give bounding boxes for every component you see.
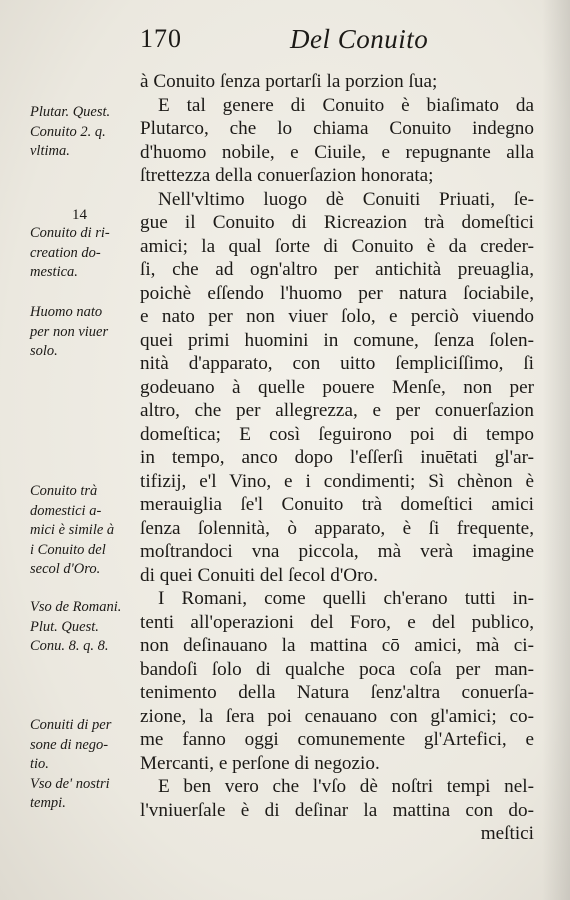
margin-note-line: vltima. [30, 143, 70, 160]
text-line: quei primi huomini in comune, ſenza ſolen- [140, 329, 534, 351]
page-header [140, 20, 440, 60]
margin-note-line: mici è simile à [30, 522, 115, 539]
text-line: altro, che per allegrezza, e per conuerſazion [140, 400, 534, 421]
margin-note-line: Plutar. Quest. [30, 104, 111, 120]
section-number: 14 [72, 207, 87, 223]
running-title: Del Conuito [290, 24, 429, 54]
margin-note-line: Conuiti di per [30, 717, 112, 733]
margin-note-recreation [30, 224, 138, 283]
text-line: ſenza ſolennità, ò apparato, è ſi frequente, [140, 517, 534, 539]
margin-note-line: Plut. Quest. [30, 618, 99, 635]
margin-note-social-man [30, 303, 138, 362]
text-line: d'huomo nobile, e Ciuile, e repugnante alla [140, 141, 534, 163]
margin-note-line: per non viuer [30, 323, 109, 340]
text-line: amici; la qual ſorte di Conuito è da creder- [140, 235, 534, 257]
text-line: di quei Conuiti del ſecol d'Oro. [140, 564, 378, 586]
text-line: Mercanti, e perſone di negozio. [140, 752, 380, 774]
text-line: zione, la ſera poi cenauano con gl'amici; co- [140, 705, 534, 727]
main-text-block [140, 70, 534, 846]
margin-note-business [30, 716, 138, 814]
text-line: bandoſi ſolo di qualche poca coſa per man- [140, 658, 534, 680]
text-line: non deſinauano la mattina cō amici, mà ci- [140, 635, 534, 656]
text-line: Plutarco, che lo chiama Conuito indegno [140, 118, 534, 139]
text-line: in tempo, anco dopo l'eſſerſi inuētati gl'ar- [140, 447, 534, 468]
margin-note-line: secol d'Oro. [30, 561, 101, 578]
text-line: gue il Conuito di Ricreazion trà domeſtici [140, 212, 534, 233]
margin-note-line: Huomo nato [30, 304, 103, 320]
text-line: I Romani, come quelli ch'erano tutti in- [158, 588, 534, 609]
text-line: à Conuito ſenza portarſi la porzion ſua; [140, 71, 438, 92]
margin-note-line: sone di nego- [30, 736, 109, 753]
text-line: E ben vero che l'vſo dè noſtri tempi nel- [158, 776, 534, 797]
margin-note-line: i Conuito del [30, 541, 106, 558]
margin-note-line: tempi. [30, 795, 66, 812]
text-line: Nell'vltimo luogo dè Conuiti Priuati, ſe- [158, 188, 534, 210]
text-line: tenimento della Natura ſenz'altra conuerſa- [140, 682, 534, 703]
text-line: tifizij, e'l Vino, e i condimenti; Sì chènon è [140, 470, 534, 492]
margin-note-line: domestici a- [30, 502, 102, 519]
margin-note-golden-age [30, 482, 138, 580]
text-line: poichè eſſendo l'huomo per natura ſociabile, [140, 282, 534, 304]
text-line: merauiglia ſe'l Conuito trà domeſtici amici [140, 494, 534, 515]
margin-note-line: solo. [30, 343, 58, 360]
text-line: ſi, che ad ogn'altro per antichità preuaglia, [140, 259, 534, 280]
text-line: e nato per non viuer ſolo, e perciò viuendo [140, 306, 534, 327]
margin-note-line: Conuito 2. q. [30, 123, 106, 140]
margin-note-plutarch [30, 103, 138, 162]
text-line: me fanno oggi comunemente gl'Artefici, e [140, 729, 534, 750]
margin-note-line: Vso de Romani. [30, 599, 122, 615]
margin-note-line: Conuito di ri- [30, 225, 110, 241]
margin-note-romans [30, 598, 138, 657]
margin-note-line: Vso de' nostri [30, 775, 110, 792]
margin-note-line: mestica. [30, 264, 78, 281]
text-line: l'vniuerſale è di deſinar la mattina con do- [140, 799, 534, 821]
text-line: E tal genere di Conuito è biaſimato da [158, 94, 534, 116]
margin-note-line: creation do- [30, 244, 101, 261]
text-line: nità d'apparato, con uitto ſempliciſſimo, ſi [140, 353, 534, 374]
gutter-shadow [542, 0, 570, 900]
margin-note-line: Conu. 8. q. 8. [30, 638, 109, 655]
text-line: tenti all'operazioni del Foro, e del publico, [140, 611, 534, 633]
text-line: godeuano à quelle pouere Menſe, non per [140, 376, 534, 398]
margin-note-line: tio. [30, 756, 49, 773]
text-line: ſtrettezza della conuerſazion honorata; [140, 165, 434, 186]
text-line: moſtrandoci vna piccola, mà verà imagine [140, 541, 534, 562]
page-number: 170 [140, 24, 182, 53]
margin-note-line: Conuito trà [30, 483, 98, 499]
catchword: meſtici [480, 823, 534, 844]
text-line: domeſtica; E così ſeguirono poi di tempo [140, 423, 534, 445]
